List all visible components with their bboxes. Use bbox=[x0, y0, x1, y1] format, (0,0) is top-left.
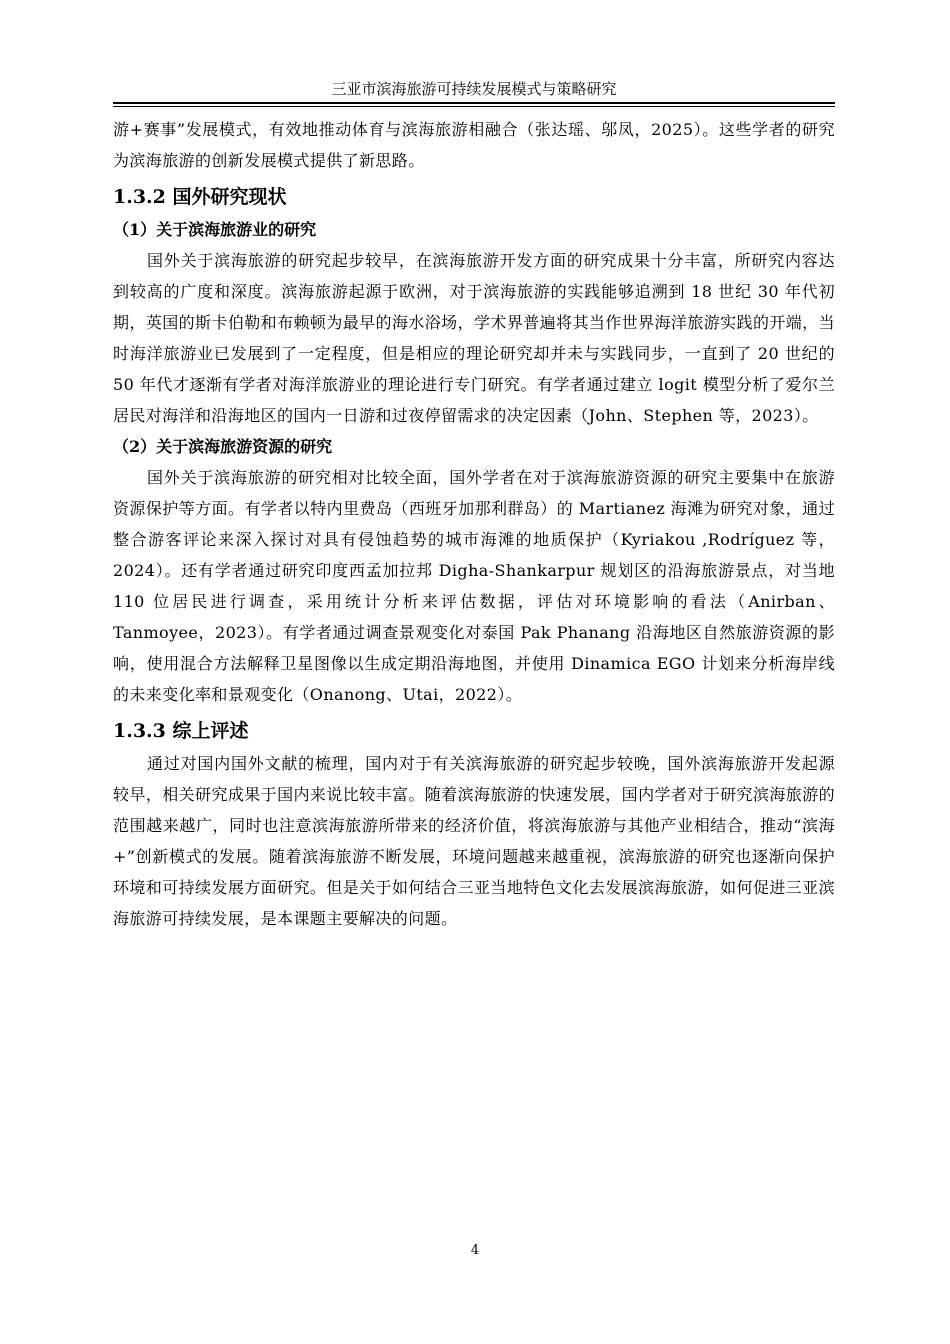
subheading-coastal-tourism-industry: （1）关于滨海旅游业的研究 bbox=[113, 220, 317, 239]
header-rule-thin bbox=[113, 106, 835, 107]
page-body bbox=[113, 114, 835, 934]
subheading-coastal-tourism-resources: （2）关于滨海旅游资源的研究 bbox=[113, 437, 333, 456]
section-heading-summary: 1.3.3 综上评述 bbox=[113, 720, 249, 742]
paragraph-summary: 通过对国内国外文献的梳理，国内对于有关滨海旅游的研究起步较晚，国外滨海旅游开发起源较早，相关研究成果于国内来说比较丰富。随着滨海旅游的快速发展，国内学者对于研究滨海旅游的范围越来越广，同时也注意滨海旅游所带来的经济价值，将滨海旅游与其他产业相结合，推动“滨海+”创新模式的发展。随着滨海旅游不断发展，环境问题越来越重视，滨海旅游的研究也逐渐向保护环境和可持续发展方面研究。但是关于如何结合三亚当地特色文化去发展滨海旅游，如何促进三亚滨海旅游可持续发展，是本课题主要解决的问题。 bbox=[113, 754, 835, 928]
page-number: 4 bbox=[470, 1243, 480, 1258]
paragraph-continued: 游+赛事”发展模式，有效地推动体育与滨海旅游相融合（张达瑶、邬凤，2025）。这些学者的研究为滨海旅游的创新发展模式提供了新思路。 bbox=[113, 120, 835, 170]
header-rule-thick bbox=[113, 102, 835, 104]
running-header: 三亚市滨海旅游可持续发展模式与策略研究 bbox=[331, 80, 617, 98]
section-heading-foreign-research: 1.3.2 国外研究现状 bbox=[113, 186, 287, 208]
paragraph-coastal-tourism-resources: 国外关于滨海旅游的研究相对比较全面，国外学者在对于滨海旅游资源的研究主要集中在旅游资源保护等方面。有学者以特内里费岛（西班牙加那利群岛）的 Martianez 海滩为研究对象，通过整合游客评论来深入探讨对具有侵蚀趋势的城市海滩的地质保护（Kyriakou ,Rodríguez 等，2024）。还有学者通过研究印度西孟加拉邦 Digha-Shankarpur 规划区的沿海旅游景点，对当地 110 位居民进行调查，采用统计分析来评估数据，评估对环境影响的看法（Anirban、Tanmoyee，2023）。有学者通过调查景观变化对泰国 Pak Phanang 沿海地区自然旅游资源的影响，使用混合方法解释卫星图像以生成定期沿海地图，并使用 Dinamica EGO 计划来分析海岸线的未来变化率和景观变化（Onanong、Utai，2022）。 bbox=[113, 468, 835, 704]
paragraph-coastal-tourism-industry: 国外关于滨海旅游的研究起步较早，在滨海旅游开发方面的研究成果十分丰富，所研究内容达到较高的广度和深度。滨海旅游起源于欧洲，对于滨海旅游的实践能够追溯到 18 世纪 30 年代初期，英国的斯卡伯勒和布赖顿为最早的海水浴场，学术界普遍将其当作世界海洋旅游实践的开端，当时海洋旅游业已发展到了一定程度，但是相应的理论研究却并未与实践同步，一直到了 20 世纪的 50 年代才逐渐有学者对海洋旅游业的理论进行专门研究。有学者通过建立 logit 模型分析了爱尔兰居民对海洋和沿海地区的国内一日游和过夜停留需求的决定因素（John、Stephen 等，2023）。 bbox=[113, 251, 835, 425]
